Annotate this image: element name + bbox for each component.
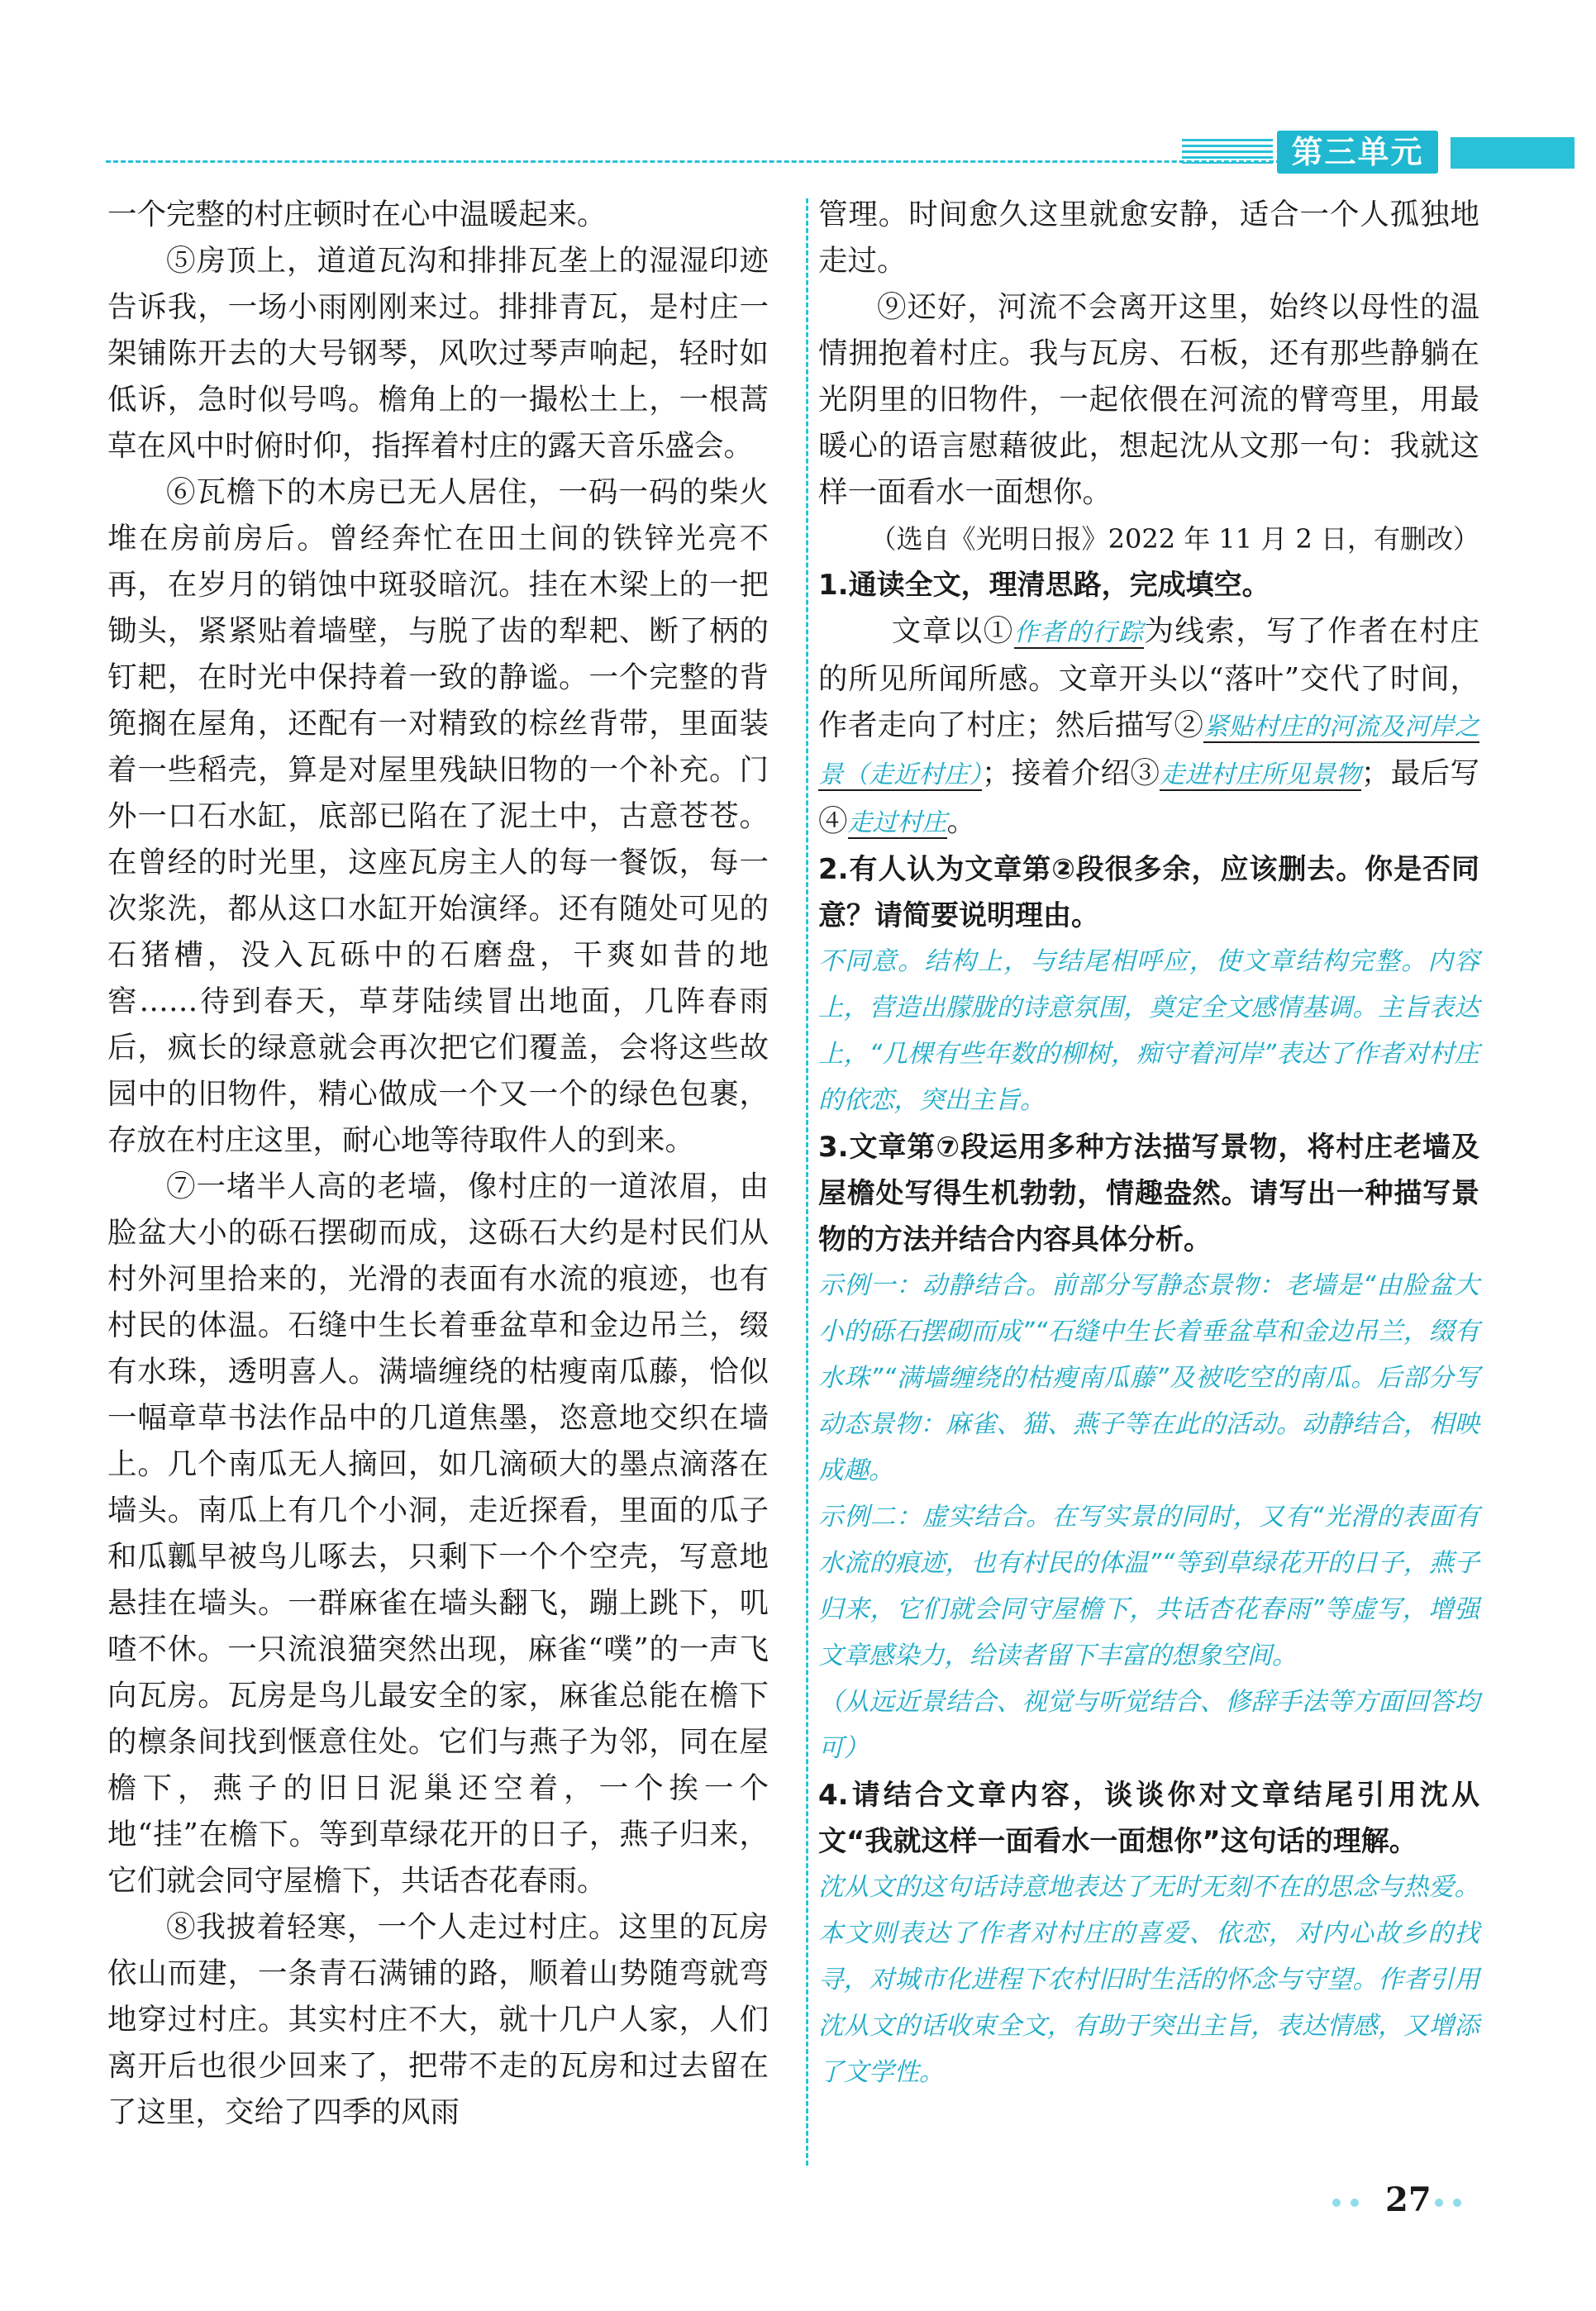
paragraph-7: ⑦一堵半人高的老墙，像村庄的一道浓眉，由脸盆大小的砾石摆砌而成，这砾石大约是村民们从村外河里拾来的，光滑的表面有水流的痕迹，也有村民的体温。石缝中生长着垂盆草和金边吊兰，缀有水珠，透明喜人。满墙缠绕的枯瘦南瓜藤，恰似一幅章草书法作品中的几道焦墨，恣意地交织在墙上。几个南瓜无人摘回，如几滴硕大的墨点滴落在墙头。南瓜上有几个小洞，走近探看，里面的瓜子和瓜瓤早被鸟儿啄去，只剩下一个个空壳，写意地悬挂在墙头。一群麻雀在墙头翻飞，蹦上跳下，叽喳不休。一只流浪猫突然出现，麻雀“噗”的一声飞向瓦房。瓦房是鸟儿最安全的家，麻雀总能在檐下的檩条间找到惬意住处。它们与燕子为邻，同在屋檐下，燕子的旧日泥巢还空着，一个挨一个地“挂”在檐下。等到草绿花开的日子，燕子归来，它们就会同守屋檐下，共话杏花春雨。 — [107, 1170, 769, 1898]
question-3: 3.文章第⑦段运用多种方法描写景物，将村庄老墙及屋檐处写得生机勃勃，情趣盎然。请写出一种描写景物的方法并结合内容具体分析。 — [818, 1131, 1479, 1256]
question-4-answer: 沈从文的这句话诗意地表达了无时无刻不在的思念与热爱。本文则表达了作者对村庄的喜爱、依恋，对内心故乡的找寻，对城市化进程下农村旧时生活的怀念与守望。作者引用沈从文的话收束全文，有助于突出主旨，表达情感，又增添了文学性。 — [818, 1873, 1479, 2087]
q1-text-2: 为线索，写了作者在村庄的所见所闻所感。文章开头以“落叶”交代了时间，作者走向了村庄；然后描写② — [818, 614, 1479, 742]
question-4: 4.请结合文章内容，谈谈你对文章结尾引用沈从文“我就这样一面看水一面想你”这句话的理解。 — [818, 1779, 1479, 1858]
page-dot-decoration — [1351, 2199, 1359, 2207]
paragraph-4-end: 一个完整的村庄顿时在心中温暖起来。 — [107, 198, 607, 231]
q1-text-3: ；接着介绍③ — [981, 756, 1160, 790]
question-2: 2.有人认为文章第②段很多余，应该删去。你是否同意？请简要说明理由。 — [818, 853, 1479, 932]
q1-answer-blank-3: 走进村庄所见景物 — [1160, 760, 1361, 789]
paragraph-5: ⑤房顶上，道道瓦沟和排排瓦垄上的湿湿印迹告诉我，一场小雨刚刚来过。排排青瓦，是村庄一架铺陈开去的大号钢琴，风吹过琴声响起，轻时如低诉，急时似号鸣。檐角上的一撮松土上，一根蒿草在风中时俯时仰，指挥着村庄的露天音乐盛会。 — [107, 244, 769, 463]
question-3-answer-note: （从远近景结合、视觉与听觉结合、修辞手法等方面回答均可） — [818, 1688, 1479, 1763]
question-3-answer-example-1: 示例一：动静结合。前部分写静态景物：老墙是“由脸盆大小的砾石摆砌而成”“石缝中生长着垂盆草和金边吊兰，缀有水珠”“满墙缠绕的枯瘦南瓜藤”及被吃空的南瓜。后部分写动态景物：麻雀、猫、燕子等在此的活动。动静结合，相映成趣。 — [818, 1271, 1479, 1485]
paragraph-9: ⑨还好，河流不会离开这里，始终以母性的温情拥抱着村庄。我与瓦房、石板，还有那些静躺在光阴里的旧物件，一起依偎在河流的臂弯里，用最暖心的语言慰藉彼此，想起沈从文那一句：我就这样一面看水一面想你。 — [818, 290, 1479, 509]
paragraph-8-end: 管理。时间愈久这里就愈安静，适合一个人孤独地走过。 — [818, 198, 1479, 278]
q1-text-4: ；最后写④ — [818, 756, 1479, 838]
q1-answer-blank-1: 作者的行踪 — [1013, 618, 1145, 647]
page-dot-decoration — [1332, 2199, 1341, 2207]
q1-text-5: 。 — [946, 804, 977, 838]
unit-badge: 第三单元 — [1277, 131, 1438, 174]
page-dot-decoration — [1435, 2199, 1443, 2207]
header-stripes-decoration — [1182, 139, 1273, 164]
paragraph-6: ⑥瓦檐下的木房已无人居住，一码一码的柴火堆在房前房后。曾经奔忙在田土间的铁锌光亮不再，在岁月的销蚀中斑驳暗沉。挂在木梁上的一把锄头，紧紧贴着墙壁，与脱了齿的犁耙、断了柄的钉耙，在时光中保持着一致的静谧。一个完整的背篼搁在屋角，还配有一对精致的棕丝背带，里面装着一些稻壳，算是对屋里残缺旧物的一个补充。门外一口石水缸，底部已陷在了泥土中，古意苍苍。在曾经的时光里，这座瓦房主人的每一餐饭，每一次浆洗，都从这口水缸开始演绎。还有随处可见的石猪槽，没入瓦砾中的石磨盘，干爽如昔的地窖……待到春天，草芽陆续冒出地面，几阵春雨后，疯长的绿意就会再次把它们覆盖，会将这些故园中的旧物件，精心做成一个又一个的绿色包裹，存放在村庄这里，耐心地等待取件人的到来。 — [107, 475, 769, 1157]
right-column — [818, 192, 1479, 2096]
unit-badge-tail — [1451, 137, 1575, 169]
page-number: 27 — [1385, 2180, 1432, 2219]
header-dashed-rule — [106, 160, 1296, 163]
question-1: 1.通读全文，理清思路，完成填空。 — [818, 569, 1270, 602]
left-column — [107, 192, 769, 2136]
question-1-fill — [818, 608, 1479, 846]
question-3-answer-example-2: 示例二：虚实结合。在写实景的同时，又有“光滑的表面有水流的痕迹，也有村民的体温”“等到草绿花开的日子，燕子归来，它们就会同守屋檐下，共话杏花春雨”等虚写，增强文章感染力，给读者留下丰富的想象空间。 — [818, 1503, 1479, 1670]
paragraph-8: ⑧我披着轻寒，一个人走过村庄。这里的瓦房依山而建，一条青石满铺的路，顺着山势随弯就弯地穿过村庄。其实村庄不大，就十几户人家，人们离开后也很少回来了，把带不走的瓦房和过去留在了这里，交给了四季的风雨 — [107, 1910, 769, 2129]
q1-answer-blank-4: 走过村庄 — [847, 808, 947, 837]
column-divider — [806, 198, 808, 2166]
page-dot-decoration — [1453, 2199, 1461, 2207]
q1-text-1: 文章以① — [891, 614, 1014, 648]
question-2-answer: 不同意。结构上，与结尾相呼应，使文章结构完整。内容上，营造出朦胧的诗意氛围，奠定全文感情基调。主旨表达上，“几棵有些年数的柳树，痴守着河岸”表达了作者对村庄的依恋，突出主旨。 — [818, 947, 1479, 1115]
source-citation: （选自《光明日报》2022 年 11 月 2 日，有删改） — [869, 523, 1479, 555]
q1-answer-blank-2: 紧贴村庄的河流及河岸之景（走近村庄） — [818, 712, 1479, 789]
